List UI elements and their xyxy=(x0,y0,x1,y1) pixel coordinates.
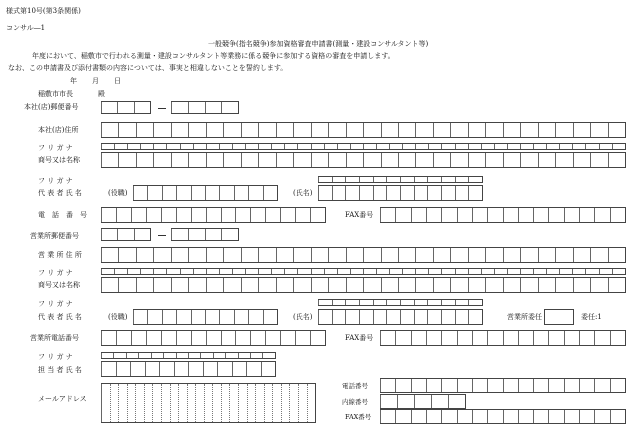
page-title: 一般競争(指名競争)参加資格審査申請書(測量・建設コンサルタント等) xyxy=(208,40,429,48)
date-month: 月 xyxy=(92,77,99,85)
contact-fax-field[interactable] xyxy=(380,409,626,424)
office-address-field[interactable] xyxy=(101,247,626,263)
rep-name-field[interactable] xyxy=(318,185,483,201)
furigana-office-label: フ リ ガ ナ xyxy=(38,269,73,277)
email-label: メールアドレス xyxy=(38,395,87,403)
office-phone-field[interactable] xyxy=(101,330,326,346)
phone-field[interactable] xyxy=(101,207,326,223)
rep-title-field[interactable] xyxy=(133,185,278,201)
postal-office-label: 営業所郵便番号 xyxy=(30,232,79,240)
postal-office-first-field[interactable] xyxy=(101,228,151,241)
address-head-label: 本社(店)住所 xyxy=(38,126,79,134)
furigana-head-label: フ リ ガ ナ xyxy=(38,144,73,152)
extension-field[interactable] xyxy=(380,394,466,409)
trade-name-office-label: 商号又は名称 xyxy=(38,281,80,289)
fax-label: FAX番号 xyxy=(345,211,374,219)
delegation-note: 委任:1 xyxy=(581,313,602,321)
rep-name-tag: (氏名) xyxy=(293,189,313,197)
email-field[interactable] xyxy=(101,383,316,423)
postal-head-first-field[interactable] xyxy=(101,101,151,114)
postal-head-label: 本社(店)郵便番号 xyxy=(24,103,79,111)
office-fax-label: FAX番号 xyxy=(345,334,374,342)
trade-name-office-field[interactable] xyxy=(101,277,626,293)
furigana-head-field[interactable] xyxy=(101,143,626,150)
office-address-label: 営 業 所 住 所 xyxy=(38,251,82,259)
intro-line-1: 年度において、稲敷市で行われる測量・建設コンサルタント等業務に係る競争に参加する資格の審査を申請します。 xyxy=(32,52,395,60)
office-phone-label: 営業所電話番号 xyxy=(30,334,79,342)
contact-fax-label: FAX番号 xyxy=(345,413,372,421)
extension-label: 内線番号 xyxy=(342,398,368,406)
office-rep-name-tag: (氏名) xyxy=(293,313,313,321)
fax-field[interactable] xyxy=(380,207,626,223)
date-year: 年 xyxy=(70,77,77,85)
postal-office-dash xyxy=(158,235,166,236)
furigana-office-field[interactable] xyxy=(101,268,626,275)
contact-person-label: 担 当 者 氏 名 xyxy=(38,366,82,374)
addressee-suffix: 殿 xyxy=(98,90,105,98)
addressee: 稲敷市市長 xyxy=(38,90,73,98)
office-delegation-field[interactable] xyxy=(544,309,574,325)
office-representative-label: 代 表 者 氏 名 xyxy=(38,313,82,321)
rep-furigana-field[interactable] xyxy=(318,176,483,183)
form-number: 様式第10号(第3条関係) xyxy=(6,7,81,15)
postal-office-second-field[interactable] xyxy=(171,228,239,241)
contact-furigana-label: フ リ ガ ナ xyxy=(38,353,73,361)
intro-line-2: なお、この申請書及び添付書類の内容については、事実と相違しないことを誓約します。 xyxy=(8,64,288,72)
office-rep-name-field[interactable] xyxy=(318,309,483,325)
trade-name-head-field[interactable] xyxy=(101,152,626,168)
office-rep-title-tag: (役職) xyxy=(108,313,128,321)
postal-dash xyxy=(158,108,166,109)
representative-label: 代 表 者 氏 名 xyxy=(38,189,82,197)
form-category: コンサル―1 xyxy=(6,24,46,32)
contact-phone-field[interactable] xyxy=(380,378,626,393)
office-delegation-label: 営業所委任 xyxy=(507,313,542,321)
contact-phone-label: 電話番号 xyxy=(342,382,368,390)
office-fax-field[interactable] xyxy=(380,330,626,346)
rep-furigana-label: フ リ ガ ナ xyxy=(38,177,73,185)
phone-label: 電 話 番 号 xyxy=(38,211,87,219)
office-rep-furigana-field[interactable] xyxy=(318,299,483,306)
office-rep-title-field[interactable] xyxy=(133,309,278,325)
rep-title-tag: (役職) xyxy=(108,189,128,197)
postal-head-second-field[interactable] xyxy=(171,101,239,114)
trade-name-head-label: 商号又は名称 xyxy=(38,156,80,164)
date-day: 日 xyxy=(114,77,121,85)
address-head-field[interactable] xyxy=(101,122,626,138)
office-rep-furigana-label: フ リ ガ ナ xyxy=(38,300,73,308)
contact-name-field[interactable] xyxy=(101,361,276,377)
contact-furigana-field[interactable] xyxy=(101,352,276,359)
